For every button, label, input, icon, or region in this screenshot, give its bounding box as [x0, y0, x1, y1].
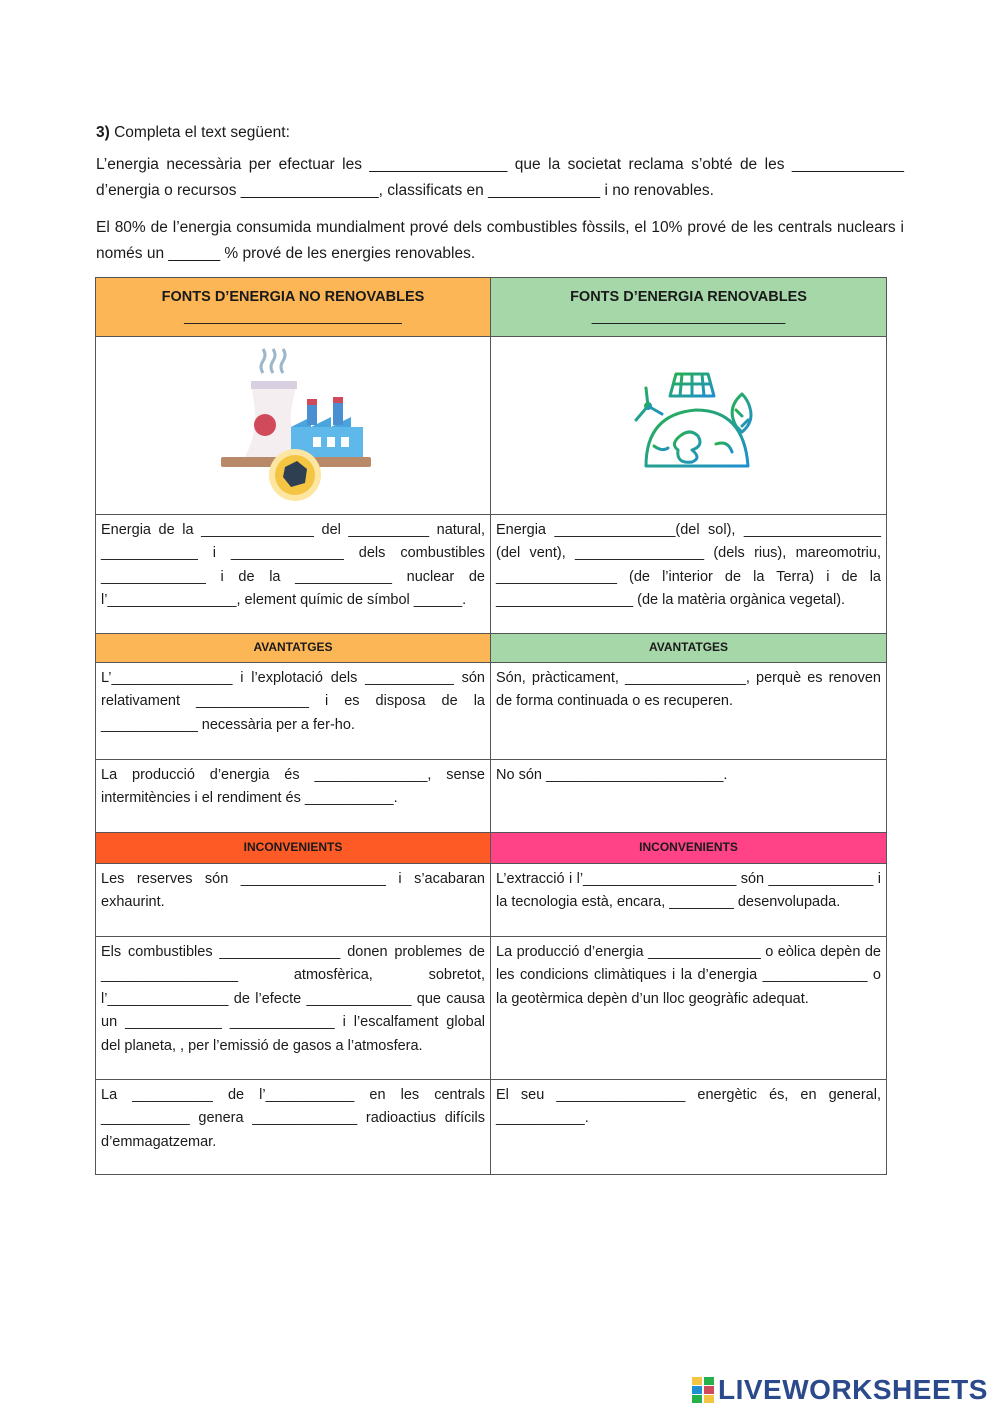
renewable-blank: ________________________	[591, 309, 786, 325]
exercise-instruction	[96, 120, 904, 146]
renewable-energy-text: Energia _______________(del sol), _________________ (del vent), ________________ (dels rius), mareomotriu, _______________ (de l’interior de la Terra) i de la _________________ (de la matèria orgànica vegetal).	[491, 514, 887, 633]
instruction-text: Completa el text següent:	[109, 124, 290, 141]
liveworksheets-logo-icon	[692, 1377, 714, 1403]
non-renewable-header	[96, 278, 491, 337]
renewable-illustration-cell	[491, 337, 887, 515]
energy-sources-table	[95, 277, 887, 1175]
non-renewable-blank: ___________________________	[184, 309, 402, 325]
renewable-drawbacks-label: INCONVENIENTS	[491, 832, 887, 863]
exercise-paragraph-1: L’energia necessària per efectuar les ________________ que la societat reclama s’obté de les _____________ d’energia o recursos ________________, classificats en _____________ i no renovables.	[96, 156, 904, 199]
non-renewable-drawback-2: Els combustibles _______________ donen problemes de _________________ atmosfèrica, sobretot, l’_______________ de l’efecte _____________ que causa un ____________ _____________ i l’escalfament global del planeta, , per l’emissió de gasos a l’atmosfera.	[96, 936, 491, 1079]
renewable-advantage-2: No són ______________________.	[491, 759, 887, 832]
liveworksheets-logo[interactable]	[692, 1376, 988, 1404]
renewable-advantages-label: AVANTATGES	[491, 633, 887, 662]
non-renewable-energy-text: Energia de la ______________ del __________ natural, ____________ i ______________ dels combustibles _____________ i de la ____________ nuclear de l’________________, element químic de símbol ______.	[96, 514, 491, 633]
non-renewable-drawbacks-label: INCONVENIENTS	[96, 832, 491, 863]
non-renewable-drawback-1: Les reserves són __________________ i s’acabaran exhaurint.	[96, 863, 491, 936]
non-renewable-advantage-2: La producció d’energia és ______________, sense intermitències i el rendiment és ___________.	[96, 759, 491, 832]
non-renewable-drawback-3: La __________ de l’___________ en les centrals ___________ genera _____________ radioactius difícils d’emmagatzemar.	[96, 1079, 491, 1174]
renewable-advantage-1: Són, pràcticament, _______________, perquè es renoven de forma continuada o es recuperen.	[491, 662, 887, 759]
power-plant-illustration-cell	[96, 337, 491, 515]
renewable-header	[491, 278, 887, 337]
renewable-title: FONTS D’ENERGIA RENOVABLES	[570, 289, 807, 305]
exercise-section	[96, 120, 904, 278]
exercise-number: 3)	[96, 124, 110, 141]
non-renewable-advantage-1: L’_______________ i l’explotació dels ___________ són relativament ______________ i es disposa de la ____________ necessària per a fer-ho.	[96, 662, 491, 759]
non-renewable-advantages-label: AVANTATGES	[96, 633, 491, 662]
power-plant-icon	[213, 341, 373, 501]
renewable-drawback-3: El seu ________________ energètic és, en general, ___________.	[491, 1079, 887, 1174]
exercise-paragraph-2: El 80% de l’energia consumida mundialment prové dels combustibles fòssils, el 10% prové de les centrals nuclears i només un ______ % prové de les energies renovables.	[96, 219, 904, 262]
non-renewable-title: FONTS D’ENERGIA NO RENOVABLES	[161, 289, 425, 305]
renewable-drawback-2: La producció d’energia ______________ o eòlica depèn de les condicions climàtiques i la d’energia _____________ o la geotèrmica depèn d’un lloc geogràfic adequat.	[491, 936, 887, 1079]
renewable-planet-icon	[624, 366, 754, 476]
liveworksheets-logo-text: LIVEWORKSHEETS	[718, 1374, 988, 1405]
renewable-drawback-1: L’extracció i l’___________________ són _____________ i la tecnologia està, encara, ________ desenvolupada.	[491, 863, 887, 936]
